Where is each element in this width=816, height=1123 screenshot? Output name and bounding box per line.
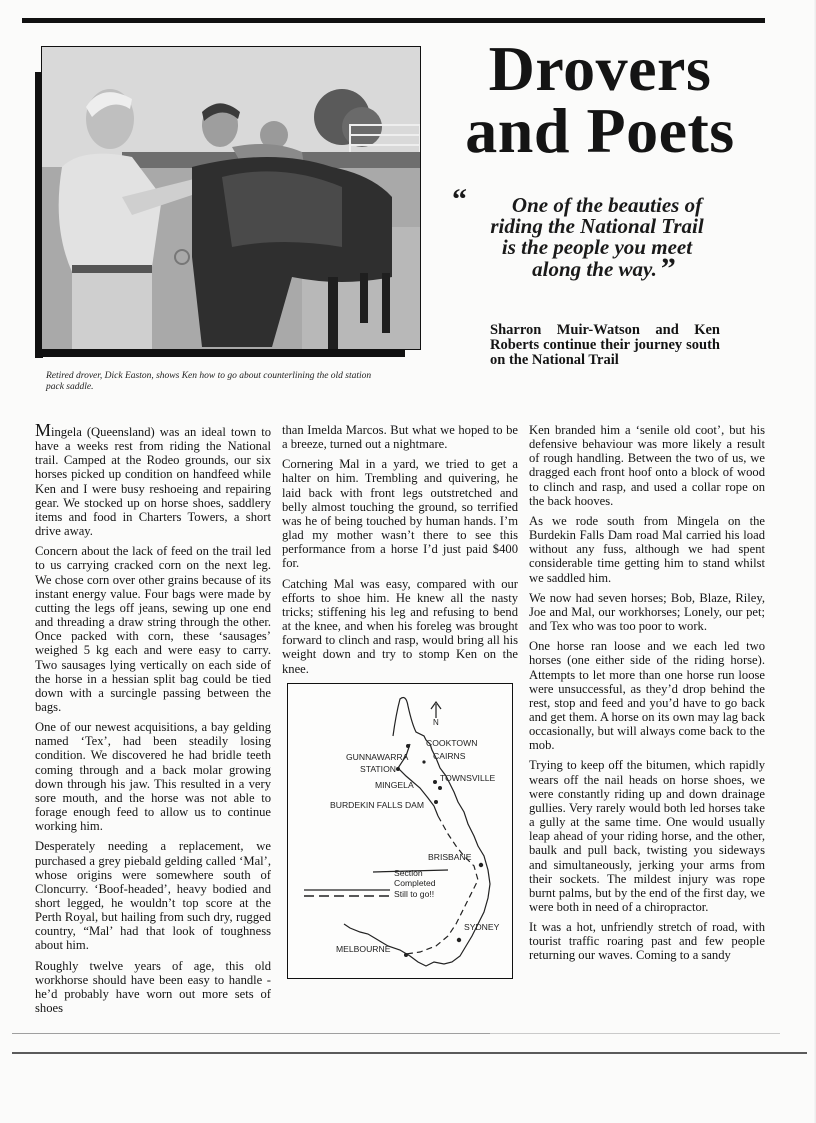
photo-illustration [42, 47, 421, 350]
paragraph: It was a hot, unfriendly stretch of road, with tourist traffic roaring past and few people returning our waves. Coming to a sandy [529, 920, 765, 963]
pull-quote-line-1: One of the beauties of [511, 193, 703, 217]
open-quote-mark: “ [452, 183, 467, 216]
photo-drovers-saddle [41, 46, 421, 350]
paragraph [35, 420, 271, 539]
map-label-cooktown: COOKTOWN [426, 738, 478, 748]
map-label-cairns: CAIRNS [433, 751, 466, 761]
north-label: N [433, 718, 439, 727]
map-outline [288, 684, 514, 980]
photo-shadow-bottom [35, 350, 405, 357]
paragraph: We now had seven horses; Bob, Blaze, Riley, Joe and Mal, our workhorses; Lonely, our pet; and Tex who was too poor to work. [529, 590, 765, 634]
body-column-3 [529, 423, 765, 969]
map-label-melbourne: MELBOURNE [336, 944, 391, 954]
paragraph: One of our newest acquisitions, a bay gelding named ‘Tex’, had been steadily losing condition. We discovered he had bridle teeth coming through and a back molar growing down through his jaw. This resulted in a very sore mouth, and the horse was not able to forage enough feed to allow us to continue working him. [35, 720, 271, 834]
footer-rule-thin-right [490, 1033, 780, 1034]
paragraph: Ken branded him a ‘senile old coot’, but his defensive behaviour was more likely a result of rough handling. Between the two of us, we dragged each front hoof onto a block of wood to clinch and rasp, and used a collar rope on the back hooves. [529, 423, 765, 508]
article-title [440, 33, 760, 166]
paragraph: As we rode south from Mingela on the Burdekin Falls Dam road Mal carried his load without any fuss, although we had spent considerable time getting him to stand whilst we saddled him. [529, 513, 765, 585]
pull-quote-line-4-text: along the way. [532, 257, 657, 281]
legend-completed: Completed [394, 878, 436, 888]
standfirst: Sharron Muir-Watson and Ken Roberts continue their journey south on the National Trail [490, 322, 720, 368]
photo-figure [35, 46, 421, 356]
paragraph: One horse ran loose and we each led two horses (one either side of the riding horse). Attempts to let more than one horse run loose were unsuccessful, as they’d drop behind the rest, stop and feed and you’d have to go back and get them. A horse on its own may lag back occasionally, but will always come back to the mob. [529, 639, 765, 753]
map-label-townsville: TOWNSVILLE [440, 773, 496, 783]
paragraph: Catching Mal was easy, compared with our efforts to shoe him. He knew all the nasty tricks; stiffening his leg and refusing to bend at the knee, and when his foreleg was brought forward to clinch and rasp, would bring all his weight down and try to stomp Ken on the knee. [282, 576, 518, 676]
paragraph: Trying to keep off the bitumen, which rapidly wears off the nail heads on horse shoes, we were constantly riding up and down drainage gullies. Very rarely would both led horses take a gully at the same time. One would usually leap ahead of your riding horse, and the other, baulk and pull back, twisting you sideways and simultaneously, jerking your arms from their sockets. The mildest injury was rope burnt palms, but by the end of the first day, we were both in need of a chiropractor. [529, 758, 765, 914]
paragraph: Desperately needing a replacement, we purchased a grey piebald gelding called ‘Mal’, whose origins were somewhere south of Cloncurry. ‘Boof-headed’, heavy bodied and short legged, he wouldn’t top score at the Perth Royal, but hailing from such dry, rugged country, “Mal’ had that look of toughness about him. [35, 839, 271, 953]
map-label-burdekin: BURDEKIN FALLS DAM [330, 800, 425, 810]
legend-still-to-go: Still to go!! [394, 889, 435, 899]
top-rule [22, 18, 765, 23]
paragraph: Concern about the lack of feed on the trail led to us carrying cracked corn on the next leg. We chose corn over other grains because of its instant energy value. Four bags were made by cutting the legs off jeans, sewing up one end and threading a draw string through the other. Once packed with corn, these ‘sausages’ weighed 5 kg each and were easy to carry. Two sausages lying vertically on each side of the horse in a hessian split bag could be tied down with a surcingle passing between the bags. [35, 544, 271, 714]
map-label-mingela: MINGELA [375, 780, 414, 790]
paragraph-text: ingela (Queensland) was an ideal town to have a weeks rest from riding the National trail. Camped at the Rodeo grounds, our six horses picked up condition on handfeed while Ken and I were busy reshoeing and repairing gear. We stocked up on horse shoes, saddlery items and food in Charters Towers, a short drive away. [35, 425, 271, 539]
footer-rule [12, 1052, 807, 1054]
photo-caption: Retired drover, Dick Easton, shows Ken how to go about counterlining the old station pack saddle. [46, 371, 372, 392]
route-map [287, 683, 513, 979]
paragraph: Roughly twelve years of age, this old workhorse should have been easy to handle - he’d probably have worn out more sets of shoes [35, 958, 271, 1016]
body-column-2 [282, 423, 518, 682]
paragraph: Cornering Mal in a yard, we tried to get a halter on him. Trembling and quivering, he laid back with front legs outstretched and belly almost touching the ground, so terrified was he of being touched by human hands. I’m glad my mother wasn’t there to see this performance from a horse I’d just paid $400 for. [282, 457, 518, 571]
map-label-gunnawarra: GUNNAWARRA [346, 752, 409, 762]
title-line-2: and Poets [465, 95, 735, 166]
footer-rule-thin [12, 1033, 490, 1034]
close-quote-mark: ” [660, 252, 676, 285]
pull-quote-line-4 [452, 252, 742, 285]
map-label-station: STATION [360, 764, 396, 774]
legend-section: Section [394, 868, 423, 878]
body-column-1 [35, 420, 271, 1021]
pull-quote-line-3: is the people you meet [501, 235, 693, 259]
pull-quote-line-2: riding the National Trail [490, 214, 704, 238]
drop-cap: M [35, 420, 52, 440]
paragraph: than Imelda Marcos. But what we hoped to be a breeze, turned out a nightmare. [282, 423, 518, 452]
map-label-brisbane: BRISBANE [428, 852, 472, 862]
title-line-1: Drovers [488, 33, 712, 104]
pull-quote [452, 183, 742, 285]
map-label-sydney: SYDNEY [464, 922, 500, 932]
